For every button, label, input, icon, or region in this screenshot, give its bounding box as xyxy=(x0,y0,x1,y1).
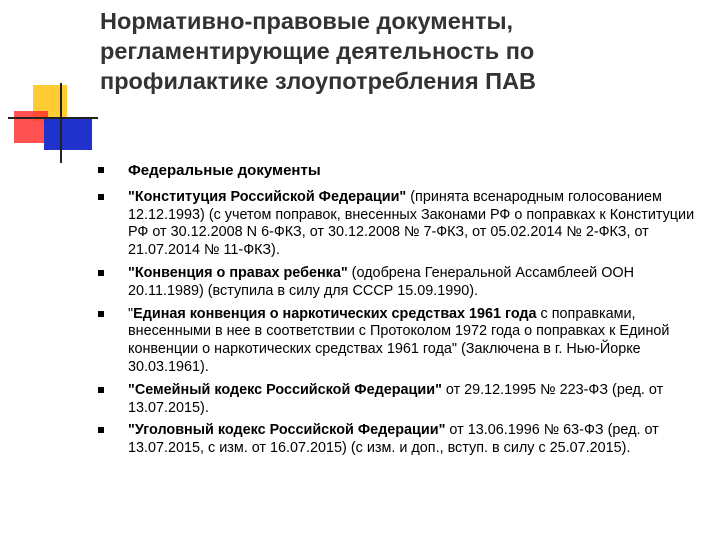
item-prefix: " xyxy=(128,305,134,322)
item-bold: "Конвенция о правах ребенка" xyxy=(128,264,348,281)
list-item xyxy=(95,265,695,301)
bullet-icon xyxy=(98,167,104,173)
decorative-squares xyxy=(0,0,100,170)
bullet-icon xyxy=(98,427,104,433)
list-item xyxy=(95,162,695,180)
red-square xyxy=(14,111,48,143)
bullet-icon xyxy=(98,311,104,317)
item-text: с поправками, внесенными в нее в соответствии с Протоколом 1972 года о поправках к Единой конвенции о наркотических средствах 1961 года" (Заключена в г. Нью-Йорке 30.03.1961). xyxy=(128,305,670,375)
item-bold: "Уголовный кодекс Российской Федерации" xyxy=(128,422,446,439)
list-item xyxy=(95,422,695,458)
bullet-icon xyxy=(98,194,104,200)
item-bold: "Конституция Российской Федерации" xyxy=(128,188,407,205)
item-text: (одобрена Генеральной Ассамблеей ООН 20.11.1989) (вступила в силу для СССР 15.09.1990). xyxy=(128,264,634,299)
item-text: от 13.06.1996 № 63-ФЗ (ред. от 13.07.2015, с изм. от 16.07.2015) (с изм. и доп., вступ. в силу с 25.07.2015). xyxy=(128,422,659,457)
item-bold: "Семейный кодекс Российской Федерации" xyxy=(128,381,442,398)
item-text: (принята всенародным голосованием 12.12.1993) (с учетом поправок, внесенных Законами РФ о поправках к Конституции РФ от 30.12.2008 N 6-ФКЗ, от 30.12.2008 № 7-ФКЗ, от 05.02.2014 № 2-ФКЗ, от 21.07.2014 № 11-ФКЗ). xyxy=(128,188,695,259)
list-item xyxy=(95,382,695,418)
documents-list xyxy=(95,162,695,463)
item-text: от 29.12.1995 № 223-ФЗ (ред. от 13.07.2015). xyxy=(128,381,664,416)
horizontal-line xyxy=(8,117,98,119)
item-bold: Федеральные документы xyxy=(128,162,321,179)
bullet-icon xyxy=(98,270,104,276)
list-item xyxy=(95,306,695,377)
page-title: Нормативно-правовые документы, регламентирующие деятельность по профилактике злоупотребления ПАВ xyxy=(100,8,537,94)
list-item xyxy=(95,189,695,260)
bullet-icon xyxy=(98,387,104,393)
blue-square xyxy=(44,119,92,150)
item-bold: Единая конвенция о наркотических средствах 1961 года xyxy=(133,305,537,322)
vertical-line xyxy=(60,83,62,163)
